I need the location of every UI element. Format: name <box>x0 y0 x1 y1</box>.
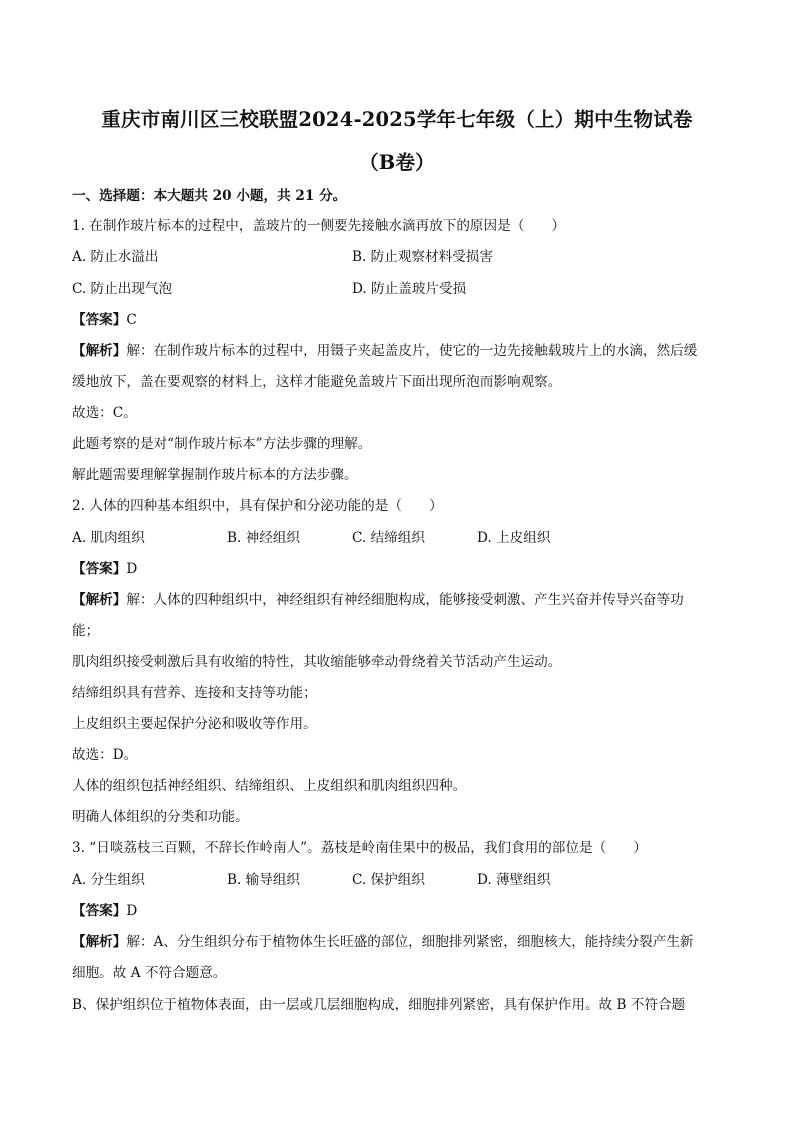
q2-analysis-line3: 肌肉组织接受刺激后具有收缩的特性，其收缩能够牵动骨绕着关节活动产生运动。 <box>72 654 562 670</box>
q1-answer <box>72 310 722 330</box>
q1-analysis-text1: 解：在制作玻片标本的过程中，用镊子夹起盖皮片，使它的一边先接触载玻片上的水滴，然后缓 <box>126 343 698 359</box>
q1-option-c: C. 防止出现气泡 <box>72 281 173 297</box>
q1-option-b: B. 防止观察材料受损害 <box>352 249 493 265</box>
q2-note2: 明确人体组织的分类和功能。 <box>72 809 249 825</box>
page-title: 重庆市南川区三校联盟2024-2025学年七年级（上）期中生物试卷 <box>101 108 693 131</box>
q3-option-c: C. 保护组织 <box>352 872 425 888</box>
q1-answer-value: C <box>126 312 137 328</box>
q3-stem: 3. “日啖荔枝三百颗，不辞长作岭南人”。荔枝是岭南佳果中的极品，我们食用的部位是（ ） <box>72 840 647 856</box>
q2-option-d: D. 上皮组织 <box>477 530 551 546</box>
analysis-tag: 【解析】 <box>72 592 127 608</box>
analysis-tag: 【解析】 <box>72 343 127 359</box>
page-subtitle: （B卷） <box>359 151 435 174</box>
answer-tag: 【答案】 <box>72 903 127 919</box>
q1-note2: 解此题需要理解掌握制作玻片标本的方法步骤。 <box>72 467 358 483</box>
q3-analysis-line2: 细胞。故 A 不符合题意。 <box>72 965 227 981</box>
q2-option-c: C. 结缔组织 <box>352 530 425 546</box>
q2-analysis-line5: 上皮组织主要起保护分泌和吸收等作用。 <box>72 716 317 732</box>
q2-answer-value: D <box>126 561 138 577</box>
q2-option-b: B. 神经组织 <box>227 530 301 546</box>
q1-analysis-line2: 缓地放下，盖在要观察的材料上，这样才能避免盖玻片下面出现所泡而影响观察。 <box>72 374 562 390</box>
q1-note1: 此题考察的是对“制作玻片标本”方法步骤的理解。 <box>72 436 372 452</box>
q3-option-a: A. 分生组织 <box>72 872 145 888</box>
q2-choice: 故选：D。 <box>72 747 138 763</box>
q3-option-d: D. 薄壁组织 <box>477 872 551 888</box>
analysis-tag: 【解析】 <box>72 934 127 950</box>
q2-note1: 人体的组织包括神经组织、结缔组织、上皮组织和肌肉组织四种。 <box>72 778 467 794</box>
q3-analysis-text1: 解：A、分生组织分布于植物体生长旺盛的部位，细胞排列紧密，细胞核大，能持续分裂产生新 <box>126 934 694 950</box>
q1-analysis-line1 <box>72 341 722 361</box>
q3-analysis-line3: B、保护组织位于植物体表面，由一层或几层细胞构成，细胞排列紧密，具有保护作用。故 B 不符合题 <box>72 997 686 1013</box>
q2-answer <box>72 559 722 579</box>
q2-analysis-line4: 结缔组织具有营养、连接和支持等功能； <box>72 685 317 701</box>
q3-option-b: B. 输导组织 <box>227 872 301 888</box>
q3-answer <box>72 901 722 921</box>
q2-stem: 2. 人体的四种基本组织中，具有保护和分泌功能的是（ ） <box>72 498 443 514</box>
q2-option-a: A. 肌肉组织 <box>72 530 145 546</box>
answer-tag: 【答案】 <box>72 312 127 328</box>
q1-stem: 1. 在制作玻片标本的过程中，盖玻片的一侧要先接触水滴再放下的原因是（ ） <box>72 218 566 234</box>
q2-analysis-line1 <box>72 590 722 610</box>
section-heading: 一、选择题：本大题共 20 小题，共 21 分。 <box>72 188 347 204</box>
q2-analysis-text1: 解：人体的四种组织中，神经组织有神经细胞构成，能够接受刺激、产生兴奋并传导兴奋等功 <box>126 592 684 608</box>
q2-analysis-line2: 能； <box>72 623 100 639</box>
q3-analysis-line1 <box>72 932 722 952</box>
q1-choice: 故选：C。 <box>72 405 137 421</box>
q3-answer-value: D <box>126 903 138 919</box>
answer-tag: 【答案】 <box>72 561 127 577</box>
q1-option-a: A. 防止水溢出 <box>72 249 159 265</box>
q1-option-d: D. 防止盖玻片受损 <box>352 281 467 297</box>
